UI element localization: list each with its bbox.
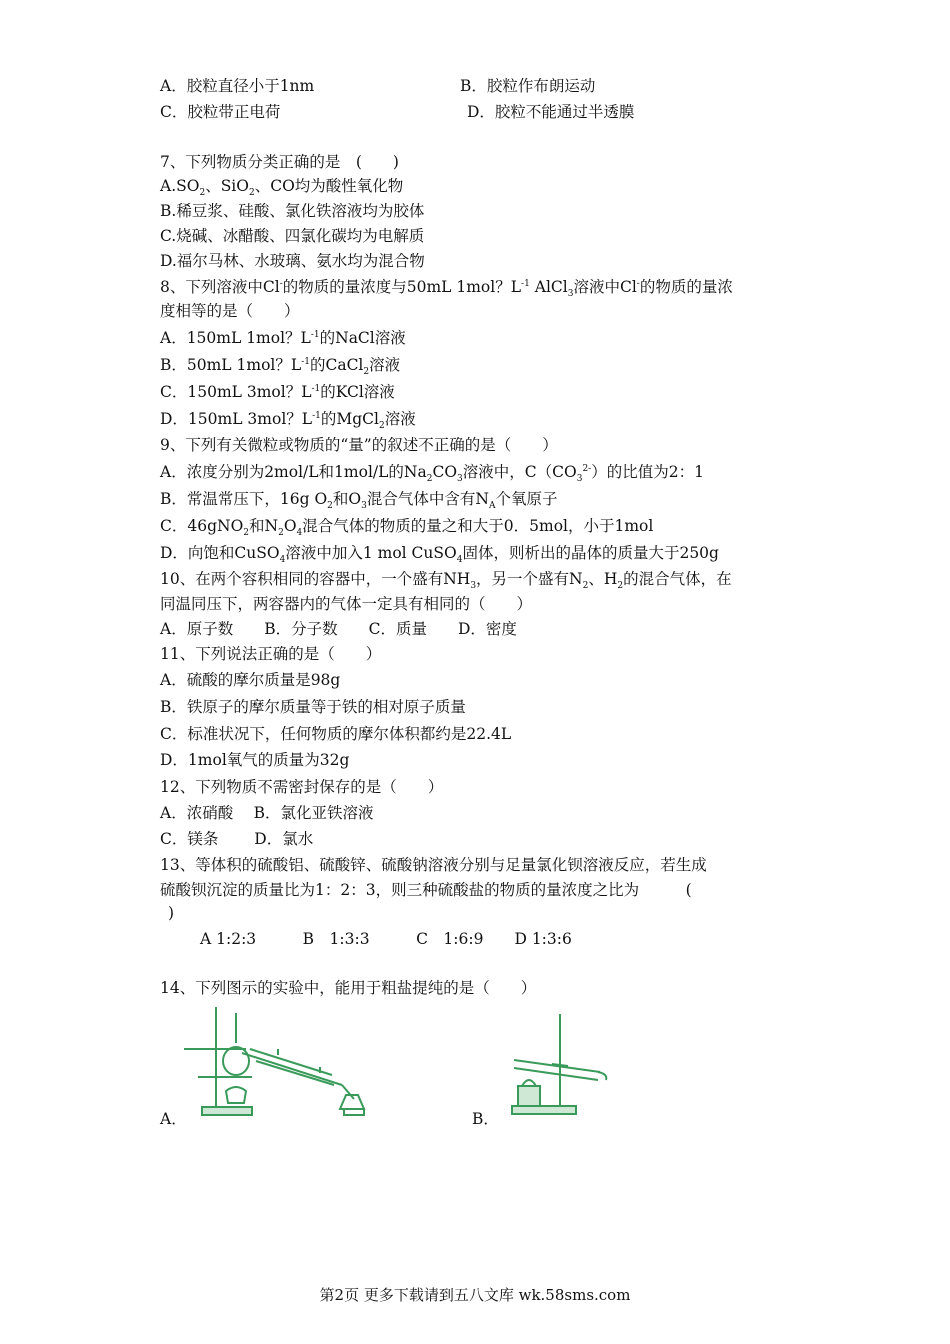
q13-stem-line2: 硫酸钡沉淀的质量比为1：2：3，则三种硫酸盐的物质的量浓度之比为 ( bbox=[160, 881, 692, 899]
q9-option-c: C．46gNO$_2$和$N_2O_4$混合气体的物质的量之和大于0．5mol，小于1mol bbox=[160, 517, 654, 539]
q6-option-b: B．胶粒作布朗运动 bbox=[460, 77, 596, 95]
q8-option-a: A．150mL 1mol？$L^{-1}$的NaCl溶液 bbox=[160, 329, 406, 347]
q11-stem: 11、下列说法正确的是（ ） bbox=[160, 645, 382, 663]
q8-stem-line1: 8、下列溶液中Cl-的物质的量浓度与50mL 1mol？$L^{-1}$ AlCl$_3$溶液中Cl-的物质的量浓 bbox=[160, 278, 733, 300]
q13-options: A 1:2:3 B 1:3:3 C 1:6:9 D 1:3:6 bbox=[200, 930, 572, 948]
q13-stem-line3: ) bbox=[168, 904, 175, 922]
q12-options-ab: A．浓硝酸 B．氯化亚铁溶液 bbox=[160, 804, 374, 822]
q6-option-a: A．胶粒直径小于1nm bbox=[160, 77, 315, 95]
q8-option-b: B．50mL 1mol？$L^{-1}$的CaCl$_2$溶液 bbox=[160, 356, 401, 378]
q7-stem: 7、下列物质分类正确的是 ( ) bbox=[160, 153, 399, 171]
q11-option-a: A．硫酸的摩尔质量是98g bbox=[160, 671, 341, 689]
q14-option-a-label: A． bbox=[160, 1110, 187, 1128]
q8-stem-line2: 度相等的是（ ） bbox=[160, 302, 300, 320]
q7-option-a: $A.SO_2$、SiO$_2$、CO均为酸性氧化物 bbox=[160, 177, 404, 199]
q6-option-d: D．胶粒不能通过半透膜 bbox=[467, 103, 635, 121]
q10-stem-line1: 10、在两个容积相同的容器中，一个盛有$NH_3$，另一个盛有$N_2$、$H_2$的混合气体，在 bbox=[160, 570, 732, 592]
q9-option-b: B．常温常压下，16g $O_2$和$O_3$混合气体中含有$N_A$个氧原子 bbox=[160, 490, 558, 512]
q12-stem: 12、下列物质不需密封保存的是（ ） bbox=[160, 778, 444, 796]
q10-options: A．原子数 B．分子数 C．质量 D．密度 bbox=[160, 620, 517, 638]
q8-option-d: D．150mL 3mol？$L^{-1}$的MgCl$_2$溶液 bbox=[160, 410, 416, 432]
q6-option-c: C．胶粒带正电荷 bbox=[160, 103, 281, 121]
q9-option-a: A．浓度分别为2mol/L和1mol/L的$Na_2CO_3$溶液中，$C(CO_3^{2-})$的比值为2：1 bbox=[160, 463, 704, 485]
q14-stem: 14、下列图示的实验中，能用于粗盐提纯的是（ ） bbox=[160, 979, 537, 997]
q7-option-d: D.福尔马林、水玻璃、氨水均为混合物 bbox=[160, 252, 425, 270]
q7-option-c: C.烧碱、冰醋酸、四氯化碳均为电解质 bbox=[160, 227, 425, 245]
q9-stem: 9、下列有关微粒或物质的“量”的叙述不正确的是（ ） bbox=[160, 436, 558, 454]
distillation-apparatus-figure bbox=[182, 1003, 382, 1123]
page-footer: 第2页 更多下载请到五八文库 wk.58sms.com bbox=[319, 1286, 631, 1304]
q14-option-b-label: B． bbox=[472, 1110, 499, 1128]
q8-option-c: C．150mL 3mol？$L^{-1}$的KCl溶液 bbox=[160, 383, 395, 401]
q13-stem-line1: 13、等体积的硫酸铝、硫酸锌、硫酸钠溶液分别与足量氯化钡溶液反应，若生成 bbox=[160, 856, 707, 874]
q11-option-b: B．铁原子的摩尔质量等于铁的相对原子质量 bbox=[160, 698, 466, 716]
q9-option-d: D．向饱和CuSO$_4$溶液中加入1 mol CuSO$_4$固体，则析出的晶体的质量大于250g bbox=[160, 544, 719, 566]
test-tube-heating-figure bbox=[506, 1010, 610, 1120]
q12-options-cd: C．镁条 D．氯水 bbox=[160, 830, 314, 848]
q11-option-d: D．1mol氧气的质量为32g bbox=[160, 751, 350, 769]
q7-option-b: B.稀豆浆、硅酸、氯化铁溶液均为胶体 bbox=[160, 202, 425, 220]
q11-option-c: C．标准状况下，任何物质的摩尔体积都约是22.4L bbox=[160, 725, 512, 743]
q10-stem-line2: 同温同压下，两容器内的气体一定具有相同的（ ） bbox=[160, 595, 533, 613]
